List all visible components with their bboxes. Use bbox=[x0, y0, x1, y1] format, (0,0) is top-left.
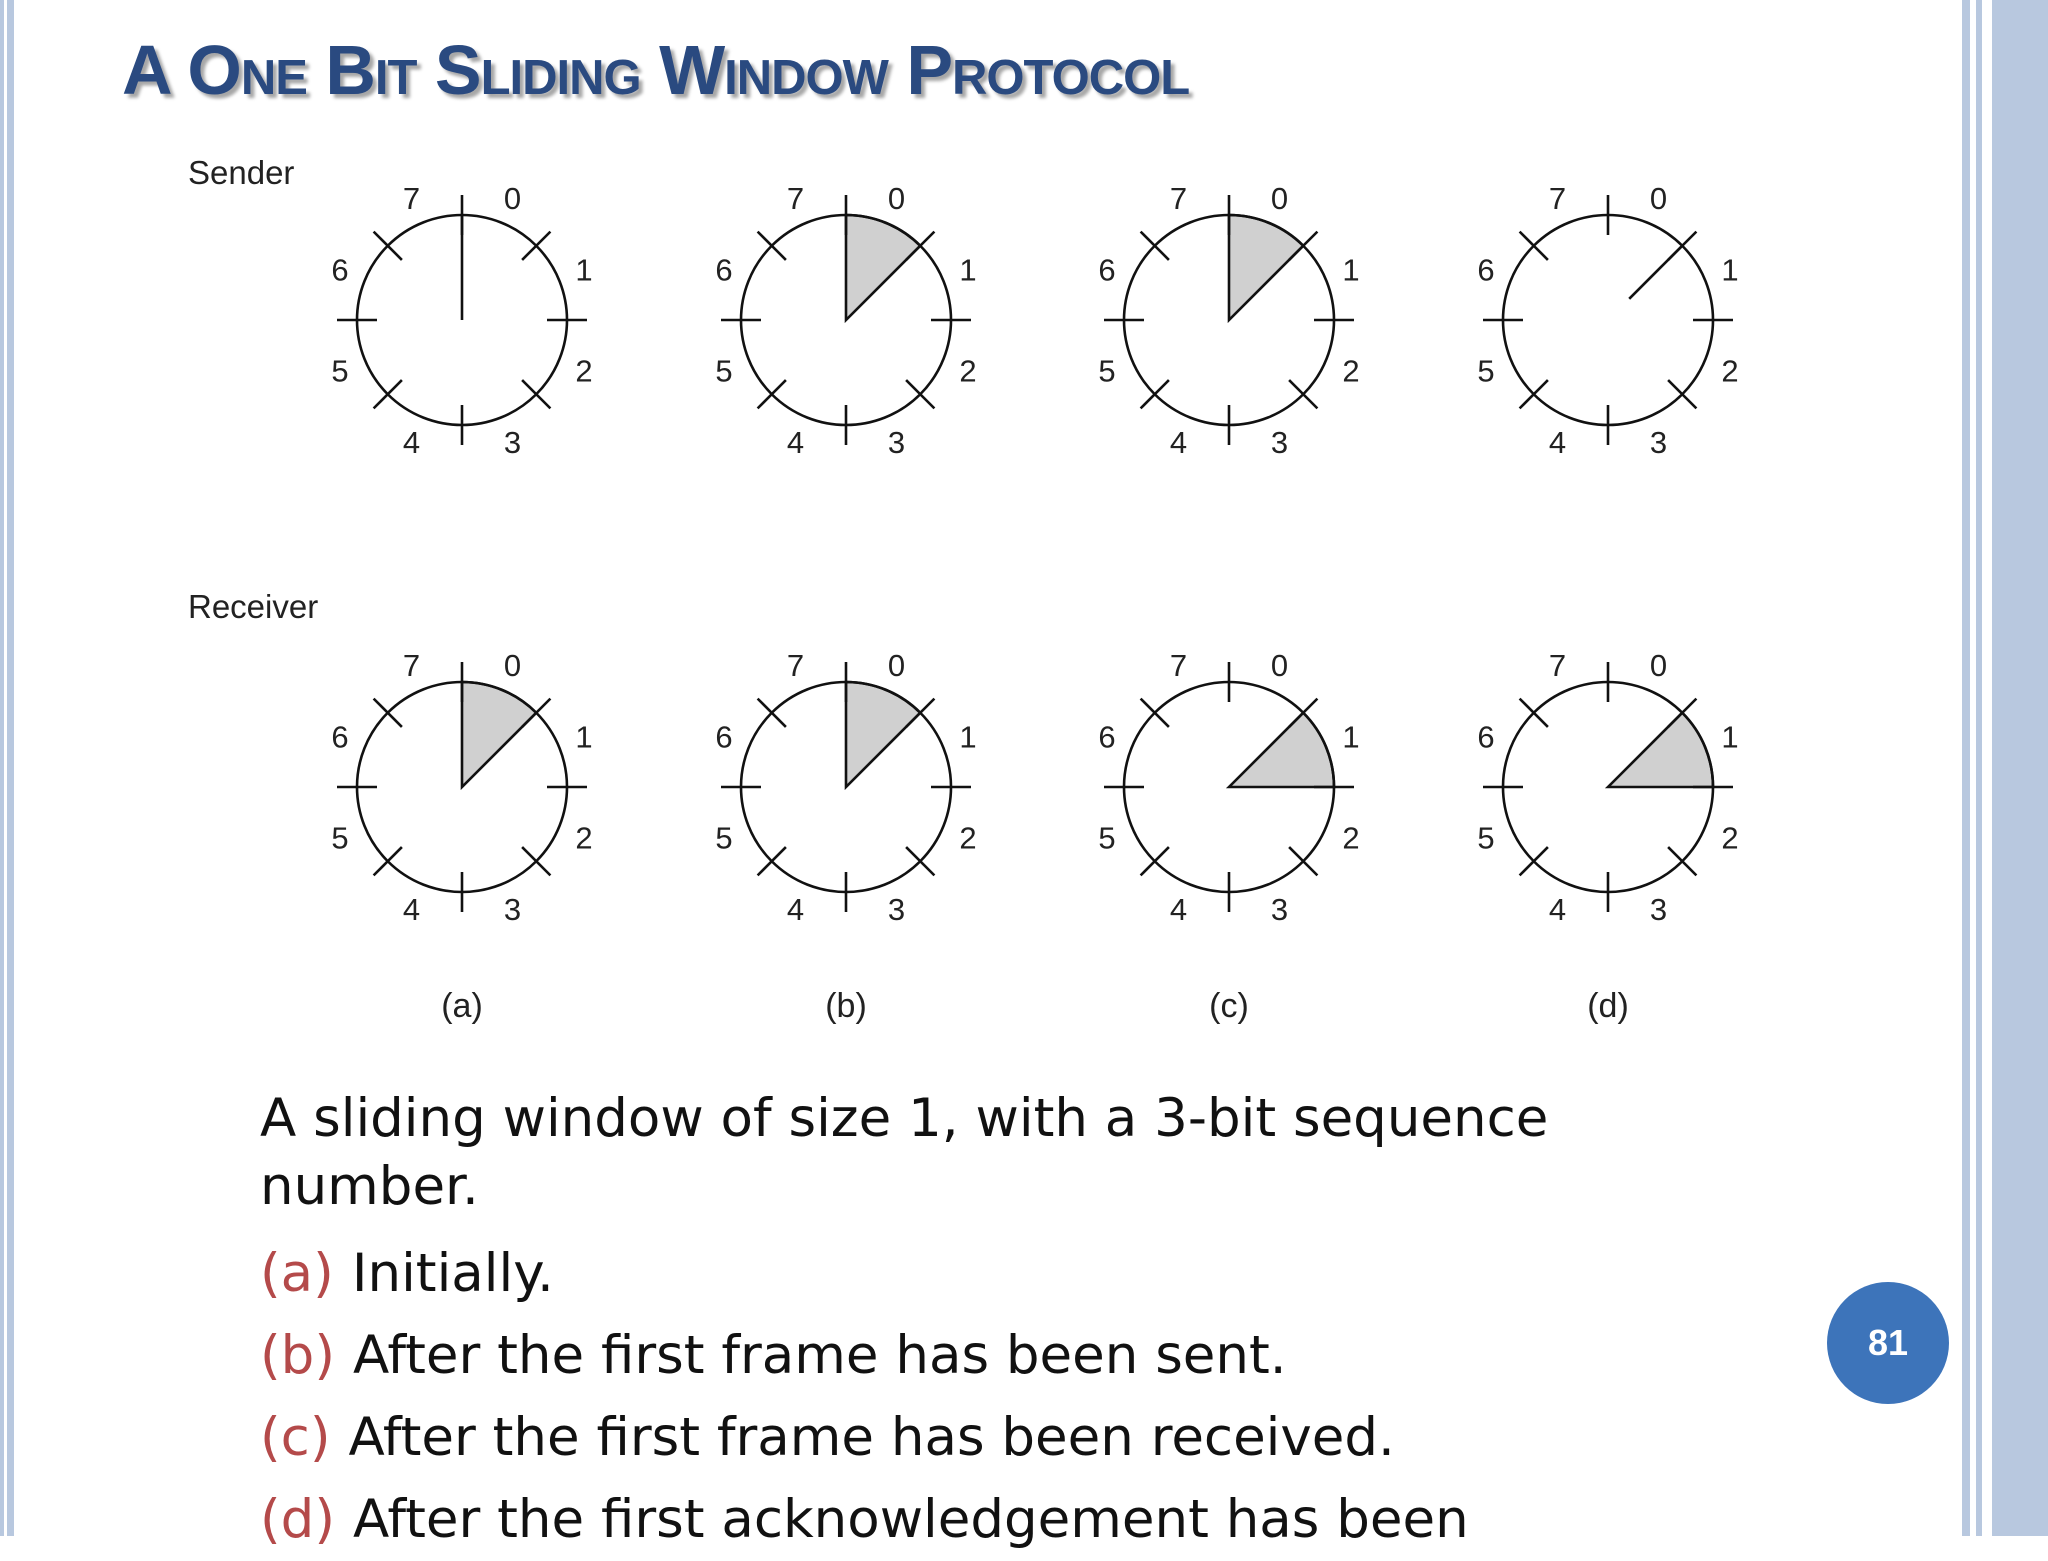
sequence-number-label: 7 bbox=[1548, 648, 1567, 684]
sequence-number-label: 1 bbox=[575, 252, 593, 288]
sequence-number-label: 3 bbox=[1270, 424, 1289, 460]
window-sector bbox=[1608, 713, 1713, 787]
sequence-number-label: 7 bbox=[1169, 648, 1188, 684]
sequence-number-label: 5 bbox=[715, 353, 733, 389]
sequence-number-label: 0 bbox=[503, 648, 522, 684]
window-sector bbox=[462, 682, 536, 787]
sequence-number-label: 3 bbox=[503, 424, 522, 460]
sequence-number-label: 6 bbox=[715, 719, 733, 755]
sequence-number-label: 1 bbox=[575, 719, 593, 755]
sequence-number-label: 4 bbox=[1169, 424, 1188, 460]
sequence-number-label: 4 bbox=[1169, 891, 1188, 927]
page-number-badge: 81 bbox=[1827, 1282, 1949, 1404]
window-sector bbox=[846, 215, 920, 320]
caption-item bbox=[260, 1397, 1560, 1479]
sequence-number-label: 0 bbox=[1649, 648, 1668, 684]
sequence-number-label: 3 bbox=[887, 424, 906, 460]
row-label: Receiver bbox=[188, 588, 319, 625]
sequence-number-label: 4 bbox=[1548, 424, 1567, 460]
caption-item-text: After the first acknowledgement has been bbox=[353, 1489, 1469, 1550]
sequence-number-label: 7 bbox=[1169, 181, 1188, 217]
caption-item bbox=[260, 1479, 1560, 1561]
sequence-number-label: 2 bbox=[1721, 353, 1739, 389]
column-label: (d) bbox=[1587, 987, 1629, 1025]
sequence-number-label: 2 bbox=[575, 353, 593, 389]
sequence-number-label: 0 bbox=[887, 648, 906, 684]
caption-item-text: After the first frame has been sent. bbox=[353, 1325, 1287, 1386]
sequence-number-label: 0 bbox=[887, 181, 906, 217]
sequence-number-label: 0 bbox=[1649, 181, 1668, 217]
sequence-number-label: 7 bbox=[786, 648, 805, 684]
sequence-number-label: 3 bbox=[1649, 424, 1668, 460]
sequence-number-label: 1 bbox=[959, 252, 977, 288]
caption-item bbox=[260, 1233, 1560, 1315]
sequence-number-label: 5 bbox=[1477, 820, 1495, 856]
sequence-number-label: 1 bbox=[1342, 719, 1360, 755]
window-pointer bbox=[1629, 246, 1682, 299]
sequence-number-label: 1 bbox=[1721, 719, 1739, 755]
sequence-number-label: 2 bbox=[959, 820, 977, 856]
sequence-number-label: 6 bbox=[331, 719, 349, 755]
caption-item-text: Initially. bbox=[351, 1243, 554, 1304]
caption bbox=[260, 1085, 1560, 1561]
sequence-number-label: 4 bbox=[786, 424, 805, 460]
column-label: (b) bbox=[825, 987, 867, 1025]
sequence-number-label: 6 bbox=[1098, 719, 1116, 755]
sequence-number-label: 3 bbox=[1649, 891, 1668, 927]
sequence-number-label: 4 bbox=[402, 424, 421, 460]
caption-item-marker: (b) bbox=[260, 1325, 335, 1386]
sequence-number-label: 7 bbox=[1548, 181, 1567, 217]
sequence-number-label: 3 bbox=[503, 891, 522, 927]
sequence-number-label: 5 bbox=[715, 820, 733, 856]
sequence-number-label: 0 bbox=[1270, 648, 1289, 684]
sequence-number-label: 6 bbox=[715, 252, 733, 288]
caption-list bbox=[260, 1233, 1560, 1561]
sequence-number-label: 1 bbox=[1721, 252, 1739, 288]
sequence-number-label: 7 bbox=[402, 648, 421, 684]
caption-item-marker: (d) bbox=[260, 1489, 335, 1550]
sequence-number-label: 2 bbox=[1342, 820, 1360, 856]
row-label: Sender bbox=[188, 154, 295, 191]
sequence-number-label: 7 bbox=[786, 181, 805, 217]
sequence-number-label: 0 bbox=[503, 181, 522, 217]
sequence-number-label: 4 bbox=[402, 891, 421, 927]
sequence-number-label: 2 bbox=[959, 353, 977, 389]
sequence-number-label: 5 bbox=[1098, 353, 1116, 389]
caption-item-marker: (c) bbox=[260, 1407, 331, 1468]
sequence-number-label: 3 bbox=[1270, 891, 1289, 927]
sequence-number-label: 2 bbox=[1721, 820, 1739, 856]
sequence-number-label: 2 bbox=[575, 820, 593, 856]
column-label: (c) bbox=[1209, 987, 1249, 1025]
sequence-number-label: 3 bbox=[887, 891, 906, 927]
column-label: (a) bbox=[441, 987, 483, 1025]
sequence-number-label: 1 bbox=[1342, 252, 1360, 288]
caption-item bbox=[260, 1315, 1560, 1397]
sequence-number-label: 2 bbox=[1342, 353, 1360, 389]
sequence-number-label: 1 bbox=[959, 719, 977, 755]
sequence-number-label: 5 bbox=[331, 820, 349, 856]
caption-item-text: After the first frame has been received. bbox=[348, 1407, 1395, 1468]
sequence-number-label: 0 bbox=[1270, 181, 1289, 217]
sequence-number-label: 4 bbox=[786, 891, 805, 927]
slide-title: A One Bit Sliding Window Protocol bbox=[122, 31, 1190, 109]
sequence-number-label: 6 bbox=[1098, 252, 1116, 288]
sequence-number-label: 5 bbox=[1098, 820, 1116, 856]
sequence-number-label: 6 bbox=[331, 252, 349, 288]
window-sector bbox=[846, 682, 920, 787]
sequence-number-label: 7 bbox=[402, 181, 421, 217]
caption-lead: A sliding window of size 1, with a 3-bit sequence number. bbox=[260, 1088, 1549, 1217]
caption-item-marker: (a) bbox=[260, 1243, 334, 1304]
sequence-number-label: 4 bbox=[1548, 891, 1567, 927]
sequence-number-label: 5 bbox=[1477, 353, 1495, 389]
sequence-number-label: 6 bbox=[1477, 719, 1495, 755]
window-sector bbox=[1229, 713, 1334, 787]
sequence-number-label: 6 bbox=[1477, 252, 1495, 288]
window-sector bbox=[1229, 215, 1303, 320]
sequence-number-label: 5 bbox=[331, 353, 349, 389]
